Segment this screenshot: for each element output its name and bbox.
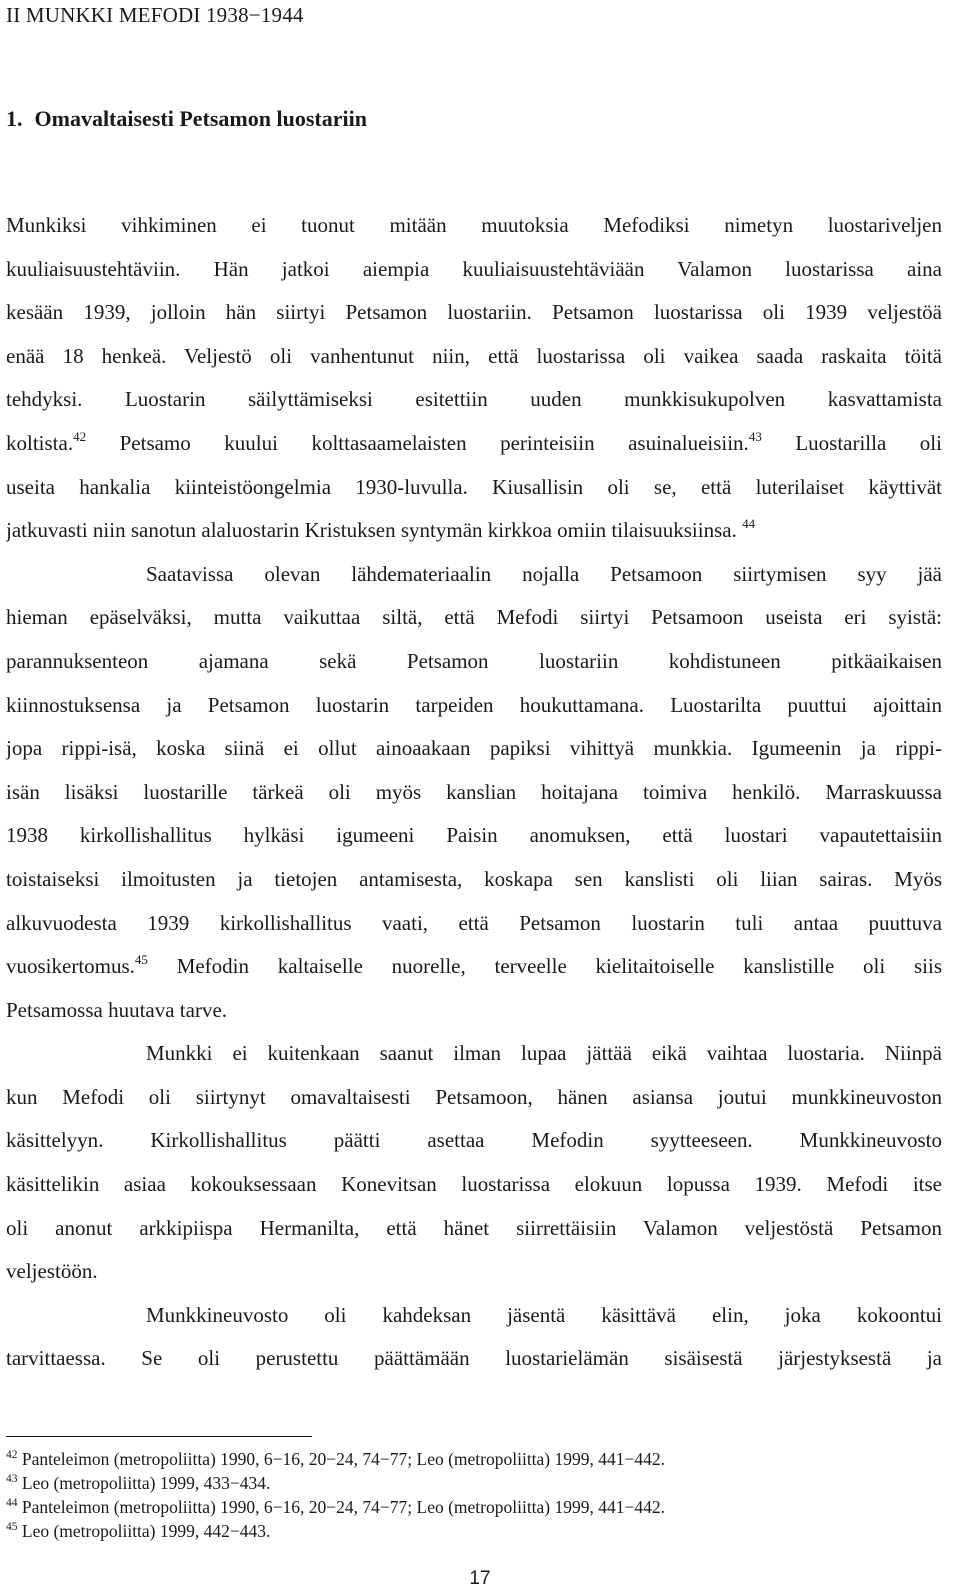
text-line: koltista.$^{42}$ Petsamo kuului kolttasaamelaisten perinteisiin asuinalueisiin.$^{43}$ Luostarilla oli	[6, 428, 942, 455]
page-number: 17	[469, 1568, 491, 1589]
paragraph	[6, 553, 942, 1033]
footnote-ref: 44	[742, 516, 756, 532]
footnote-ref: 42	[73, 428, 87, 444]
text-line: jatkuvasti niin sanotun alaluostarin Kristuksen syntymän kirkkoa omiin tilaisuuksiinsa. $^{44}$	[6, 516, 756, 543]
chapter-heading	[6, 105, 367, 133]
text-line: Saatavissa olevan lähdemateriaalin nojalla Petsamoon siirtymisen syy jää	[146, 561, 942, 586]
paragraph	[6, 1032, 942, 1294]
text-line: Petsamossa huutava tarve.	[6, 997, 228, 1022]
text-line: käsittelikin asiaa kokouksessaan Konevitsan luostarissa elokuun lopussa 1939. Mefodi itse	[6, 1172, 942, 1197]
footnote-ref: 43	[748, 428, 762, 444]
text-line: tarvittaessa. Se oli perustettu päättämään luostarielämän sisäisestä järjestyksestä ja	[6, 1346, 942, 1371]
running-header: II MUNKKI MEFODI 1938−1944	[6, 3, 304, 27]
footnote: $^{45}$ Leo (metropoliitta) 1999, 442−443.	[6, 1521, 271, 1541]
text-line: alkuvuodesta 1939 kirkollishallitus vaati, että Petsamon luostarin tuli antaa puuttuva	[6, 910, 942, 935]
footnote-divider	[6, 1436, 312, 1437]
text-line: parannuksenteon ajamana sekä Petsamon luostariin kohdistuneen pitkäaikaisen	[6, 648, 942, 673]
text-line: veljestöön.	[6, 1259, 98, 1284]
text-line: useita hankalia kiinteistöongelmia 1930-luvulla. Kiusallisin oli se, että luterilaiset käyttivät	[6, 474, 942, 499]
text-line: kiinnostuksensa ja Petsamon luostarin tarpeiden houkuttamana. Luostarilta puuttui ajoittain	[6, 692, 942, 717]
text-line: toistaiseksi ilmoitusten ja tietojen antamisesta, koskapa sen kanslisti oli liian sairas. Myös	[6, 866, 942, 891]
text-line: käsittelyyn. Kirkollishallitus päätti asettaa Mefodin syytteeseen. Munkkineuvosto	[6, 1128, 942, 1153]
footnote: $^{44}$ Panteleimon (metropoliitta) 1990, 6−16, 20−24, 74−77; Leo (metropoliitta) 1999, 441−442.	[6, 1497, 666, 1517]
text-line: vuosikertomus.$^{45}$ Mefodin kaltaiselle nuorelle, terveelle kielitaitoiselle kanslistille oli siis	[6, 952, 942, 979]
text-line: Munkkineuvosto oli kahdeksan jäsentä käsittävä elin, joka kokoontui	[146, 1302, 942, 1327]
text-line: hieman epäselväksi, mutta vaikuttaa siltä, että Mefodi siirtyi Petsamoon useista eri syistä:	[6, 605, 942, 630]
text-line: kun Mefodi oli siirtynyt omavaltaisesti Petsamoon, hänen asiansa joutui munkkineuvoston	[6, 1084, 942, 1109]
footnote: $^{42}$ Panteleimon (metropoliitta) 1990, 6−16, 20−24, 74−77; Leo (metropoliitta) 1999, 441−442.	[6, 1449, 666, 1469]
text-line: kuuliaisuustehtäviin. Hän jatkoi aiempia kuuliaisuustehtäviään Valamon luostarissa aina	[6, 256, 942, 281]
text-line: enää 18 henkeä. Veljestö oli vanhentunut niin, että luostarissa oli vaikea saada raskaita töitä	[6, 343, 942, 368]
text-line: kesään 1939, jolloin hän siirtyi Petsamon luostariin. Petsamon luostarissa oli 1939 veljestöä	[6, 300, 942, 325]
chapter-number: 1.	[6, 106, 23, 131]
text-line: tehdyksi. Luostarin säilyttämiseksi esitettiin uuden munkkisukupolven kasvattamista	[6, 387, 942, 412]
text-line: Munkiksi vihkiminen ei tuonut mitään muutoksia Mefodiksi nimetyn luostariveljen	[6, 213, 942, 237]
paragraph	[6, 204, 942, 553]
footnote-ref: 45	[134, 952, 148, 968]
text-line: 1938 kirkollishallitus hylkäsi igumeeni Paisin anomuksen, että luostari vapautettaisiin	[6, 823, 942, 848]
body-text	[6, 204, 942, 1381]
paragraph	[6, 1294, 942, 1381]
footnote: $^{43}$ Leo (metropoliitta) 1999, 433−434.	[6, 1473, 271, 1493]
chapter-title: Omavaltaisesti Petsamon luostariin	[34, 106, 367, 131]
text-line: jopa rippi-isä, koska siinä ei ollut ainoaakaan papiksi vihittyä munkkia. Igumeenin ja rippi-	[6, 736, 942, 761]
footnotes	[6, 1447, 665, 1543]
text-line: Munkki ei kuitenkaan saanut ilman lupaa jättää eikä vaihtaa luostaria. Niinpä	[146, 1041, 942, 1066]
text-line: isän lisäksi luostarille tärkeä oli myös kanslian hoitajana toimiva henkilö. Marraskuussa	[6, 779, 942, 804]
text-line: oli anonut arkkipiispa Hermanilta, että hänet siirrettäisiin Valamon veljestöstä Petsamon	[6, 1215, 942, 1240]
